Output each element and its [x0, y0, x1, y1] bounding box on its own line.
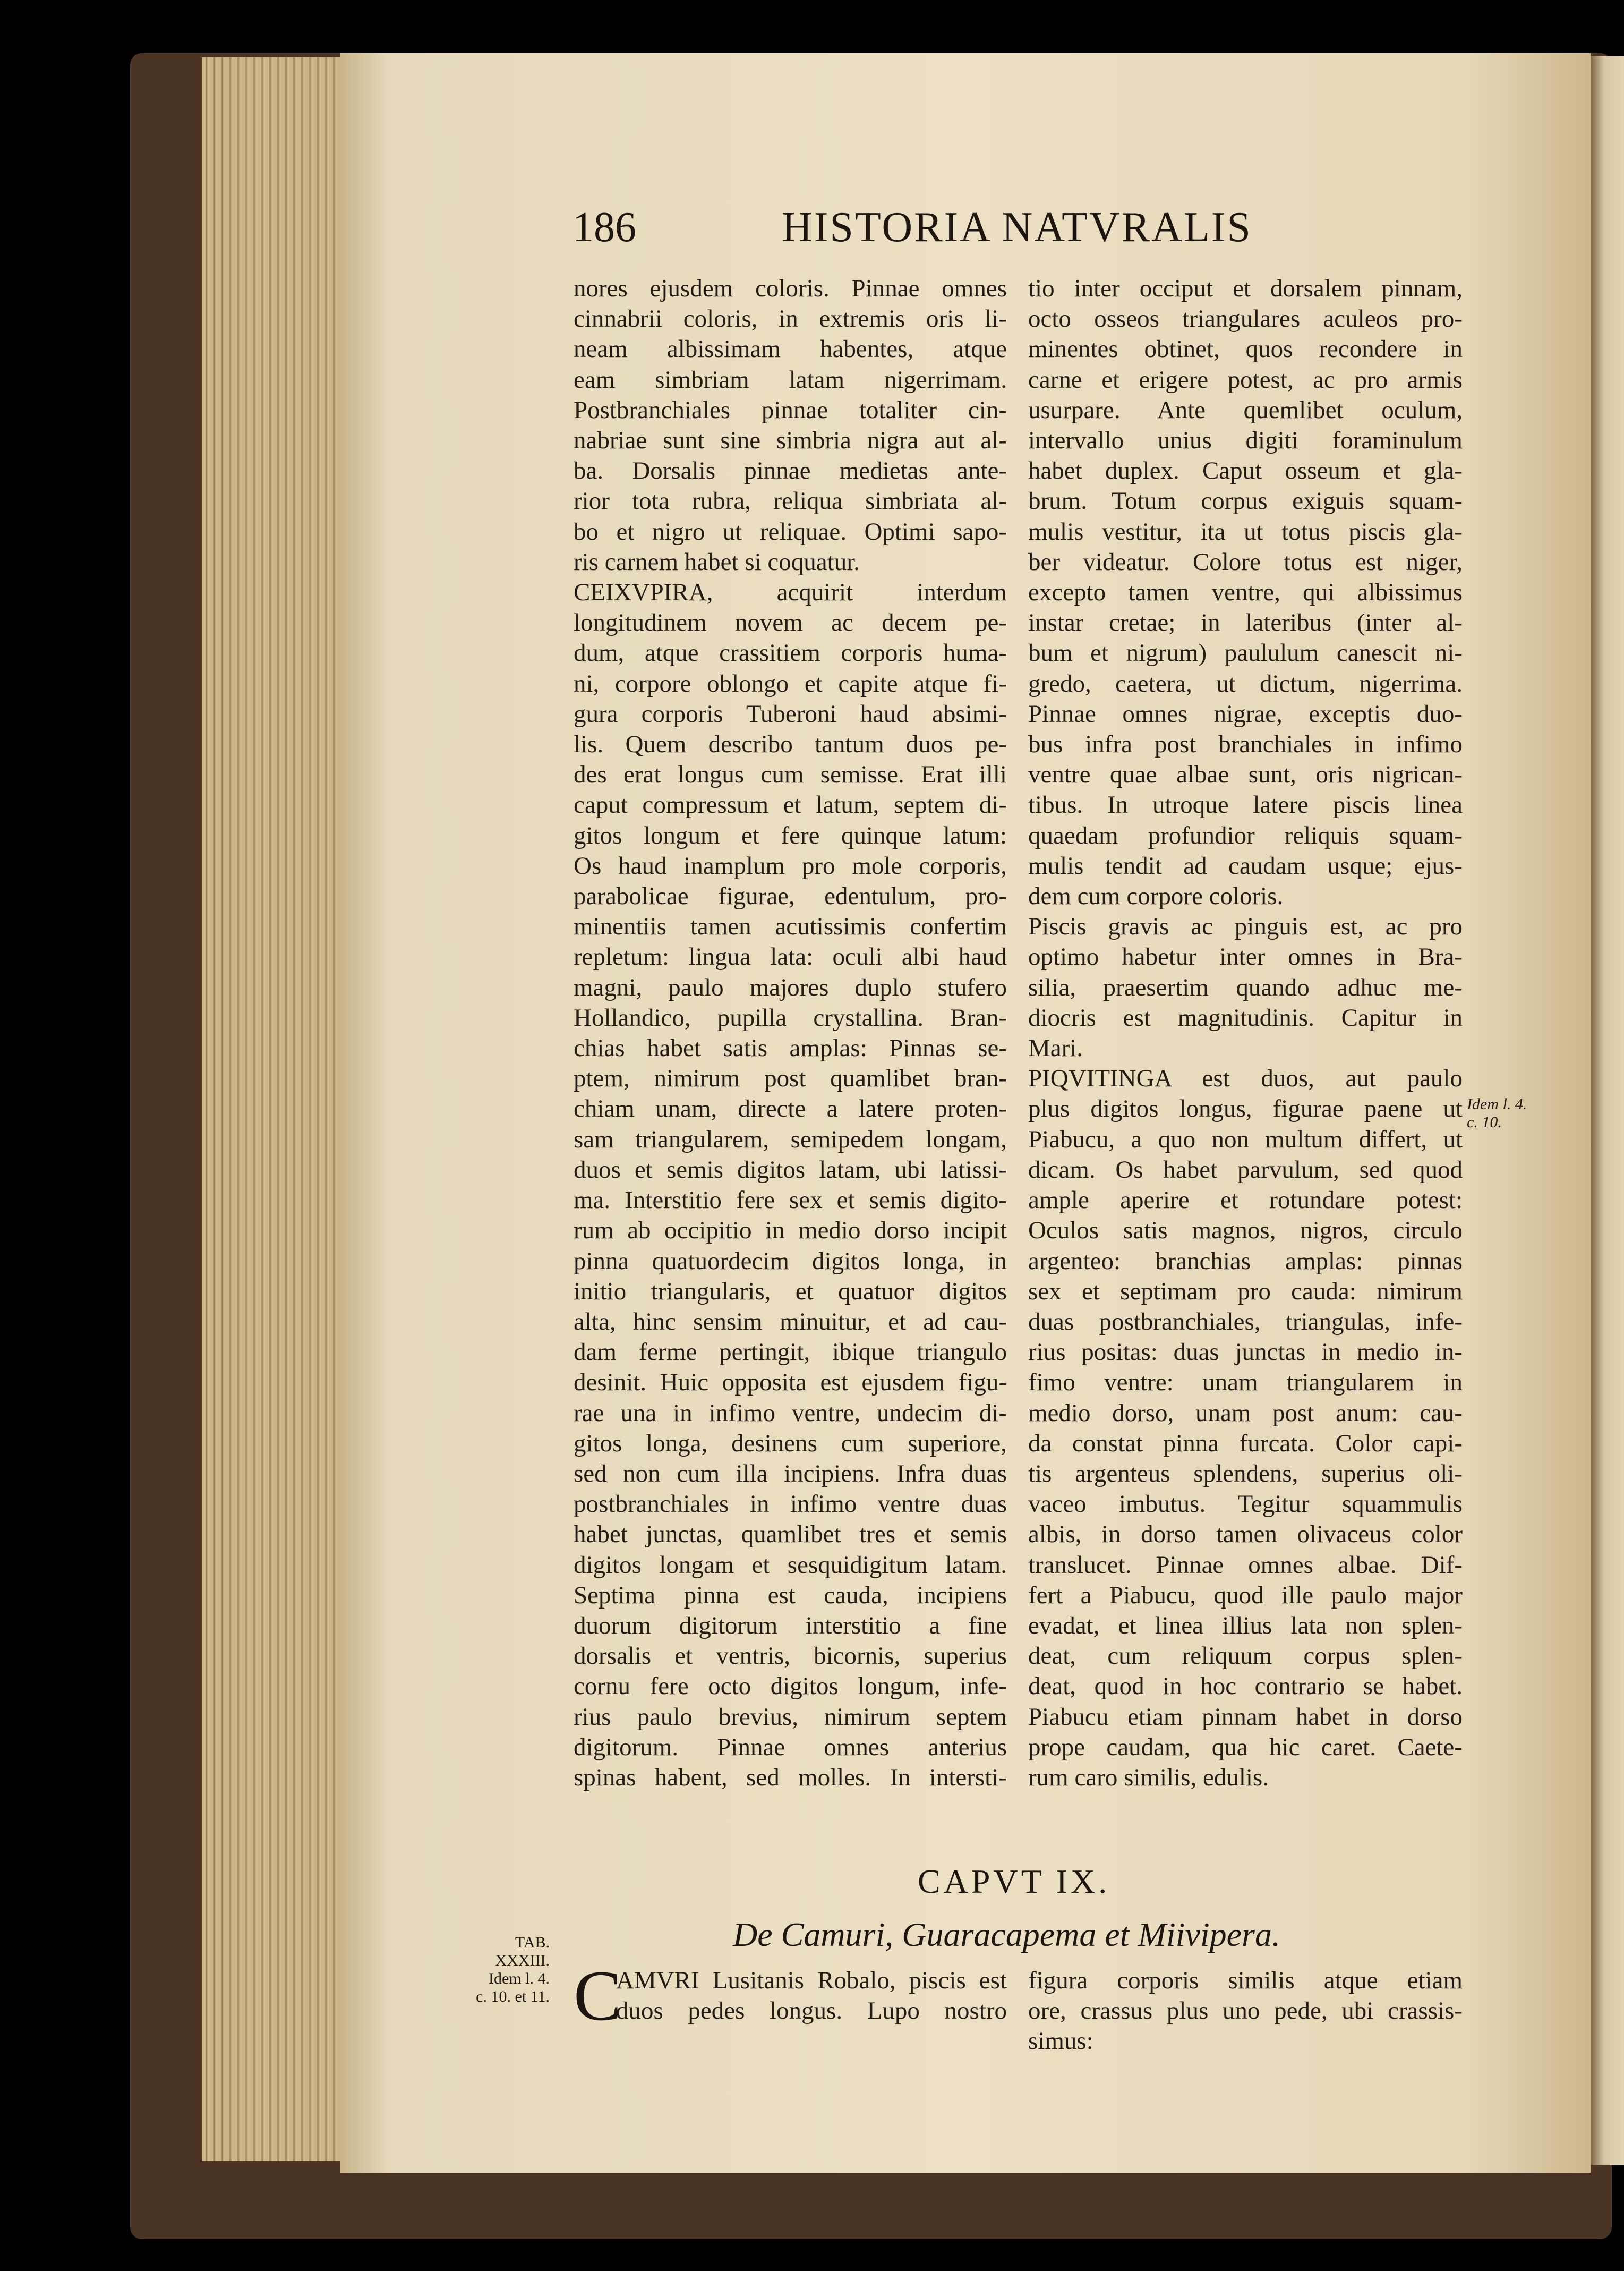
text-line: c. 10.	[1467, 1113, 1502, 1131]
text-line: gredo, caetera, ut dictum, nigerrima.	[1028, 669, 1463, 698]
text-line: rum ab occipitio in medio dorso incipit	[574, 1217, 1007, 1245]
running-title-text: HISTORIA NATVRALIS	[782, 204, 1252, 251]
text-line: spinas habent, sed molles. In intersti-	[574, 1763, 1007, 1791]
text-line: cornu fere octo digitos longum, infe-	[574, 1672, 1007, 1700]
chapter-text-right	[1028, 1966, 1463, 2057]
text-line: Mari.	[1028, 1034, 1083, 1062]
text-line: longitudinem novem ac decem pe-	[574, 609, 1007, 637]
text-line: nores ejusdem coloris. Pinnae omnes	[574, 275, 1007, 302]
margin-note-right	[1467, 1095, 1527, 1132]
text-line: tio inter occiput et dorsalem pinnam,	[1028, 275, 1463, 302]
text-line: dem cum corpore coloris.	[1028, 882, 1284, 911]
left-text-column	[574, 274, 1007, 1793]
text-line: sed non cum illa incipiens. Infra duas	[574, 1459, 1007, 1487]
text-line: bo et nigro ut reliquae. Optimi sapo-	[574, 517, 1007, 546]
chapter-text-left	[616, 1966, 1007, 2026]
text-line: habet junctas, quamlibet tres et semis	[574, 1520, 1007, 1549]
text-line: AMVRI Lusitanis Robalo, piscis est	[616, 1967, 1007, 1994]
text-line: eam simbriam latam nigerrimam.	[574, 365, 1007, 394]
text-line: Os haud inamplum pro mole corporis,	[574, 852, 1007, 880]
text-line: nabriae sunt sine simbria nigra aut al-	[574, 427, 1007, 455]
text-line: bum et nigrum) paululum canescit ni-	[1028, 639, 1463, 667]
text-line: dicam. Os habet parvulum, sed quod	[1028, 1155, 1463, 1184]
text-line: CEIXVPIRA, acquirit interdum	[574, 579, 1007, 607]
text-line: ris carnem habet si coquatur.	[574, 548, 860, 576]
text-line: ore, crassus plus uno pede, ubi crassis-	[1028, 1997, 1463, 2025]
text-line: ventre quae albae sunt, oris nigrican-	[1028, 761, 1463, 789]
text-line: duas postbranchiales, triangulas, infe-	[1028, 1307, 1463, 1336]
text-line: duos et semis digitos latam, ubi latissi-	[574, 1155, 1007, 1184]
running-title	[782, 206, 1252, 249]
text-line: ptem, nimirum post quamlibet bran-	[574, 1065, 1007, 1093]
text-line: quaedam profundior reliquis squam-	[1028, 821, 1463, 849]
text-line: pinna quatuordecim digitos longa, in	[574, 1247, 1007, 1275]
text-line: deat, quod in hoc contrario se habet.	[1028, 1672, 1463, 1700]
text-line: Idem l. 4.	[489, 1970, 550, 1987]
text-line: simus:	[1028, 2027, 1093, 2055]
text-line: Hollandico, pupilla crystallina. Bran-	[574, 1003, 1007, 1032]
text-line: duorum digitorum interstitio a fine	[574, 1611, 1007, 1639]
text-line: lis. Quem describo tantum duos pe-	[574, 730, 1007, 759]
text-line: minentes obtinet, quos recondere in	[1028, 335, 1463, 363]
text-line: prope caudam, qua hic caret. Caete-	[1028, 1733, 1463, 1761]
text-line: bus infra post branchiales in infimo	[1028, 730, 1463, 759]
text-line: rius positas: duas junctas in medio in-	[1028, 1338, 1463, 1366]
text-line: gitos longa, desinens cum superiore,	[574, 1429, 1007, 1457]
text-line: mulis tendit ad caudam usque; ejus-	[1028, 852, 1463, 880]
text-line: postbranchiales in infimo ventre duas	[574, 1490, 1007, 1518]
text-line: XXXIII.	[495, 1952, 550, 1969]
text-line: Oculos satis magnos, nigros, circulo	[1028, 1217, 1463, 1245]
text-line: da constat pinna furcata. Color capi-	[1028, 1429, 1463, 1457]
text-line: optimo habetur inter omnes in Bra-	[1028, 943, 1463, 971]
text-line: ample aperire et rotundare potest:	[1028, 1186, 1463, 1214]
text-line: caput compressum et latum, septem di-	[574, 791, 1007, 819]
text-line: minentiis tamen acutissimis confertim	[574, 913, 1007, 941]
text-line: rius paulo brevius, nimirum septem	[574, 1703, 1007, 1731]
text-line: ma. Interstitio fere sex et semis digito-	[574, 1186, 1007, 1214]
text-line: chiam unam, directe a latere proten-	[574, 1095, 1007, 1123]
text-line: octo osseos triangulares aculeos pro-	[1028, 305, 1463, 333]
text-line: rae una in infimo ventre, undecim di-	[574, 1399, 1007, 1427]
text-line: Piabucu, a quo non multum differt, ut	[1028, 1125, 1463, 1153]
chapter-heading: CAPVT IX.	[918, 1862, 1110, 1900]
text-line: ber videatur. Colore totus est niger,	[1028, 548, 1463, 576]
text-line: argenteo: branchias amplas: pinnas	[1028, 1247, 1463, 1275]
text-line: digitorum. Pinnae omnes anterius	[574, 1733, 1007, 1761]
text-line: mulis vestitur, ita ut totus piscis gla-	[1028, 517, 1463, 546]
text-line: gura corporis Tuberoni haud absimi-	[574, 700, 1007, 728]
text-line: initio triangularis, et quatuor digitos	[574, 1277, 1007, 1305]
text-line: magni, paulo majores duplo stufero	[574, 973, 1007, 1001]
text-line: sex et septimam pro cauda: nimirum	[1028, 1277, 1463, 1305]
text-line: medio dorso, unam post anum: cau-	[1028, 1399, 1463, 1427]
text-line: duos pedes longus. Lupo nostro	[616, 1997, 1007, 2025]
text-line: alta, hinc sensim minuitur, et ad cau-	[574, 1307, 1007, 1336]
text-line: Postbranchiales pinnae totaliter cin-	[574, 396, 1007, 424]
right-text-column	[1028, 274, 1463, 1793]
text-line: plus digitos longus, figurae paene ut	[1028, 1095, 1463, 1123]
text-line: habet duplex. Caput osseum et gla-	[1028, 457, 1463, 485]
text-line: dam ferme pertingit, ibique triangulo	[574, 1338, 1007, 1366]
text-line: c. 10. et 11.	[476, 1988, 550, 2005]
text-line: silia, praesertim quando adhuc me-	[1028, 973, 1463, 1001]
text-line: rum caro similis, edulis.	[1028, 1763, 1269, 1791]
text-line: digitos longam et sesquidigitum latam.	[574, 1551, 1007, 1579]
text-line: deat, cum reliquum corpus splen-	[1028, 1642, 1463, 1670]
text-line: tibus. In utroque latere piscis linea	[1028, 791, 1463, 819]
text-line: ni, corpore oblongo et capite atque fi-	[574, 669, 1007, 698]
text-line: Septima pinna est cauda, incipiens	[574, 1581, 1007, 1609]
drop-cap: C	[574, 1957, 622, 2036]
text-line: brum. Totum corpus exiguis squam-	[1028, 487, 1463, 515]
text-line: dorsalis et ventris, bicornis, superius	[574, 1642, 1007, 1670]
text-line: cinnabrii coloris, in extremis oris li-	[574, 305, 1007, 333]
text-line: ba. Dorsalis pinnae medietas ante-	[574, 457, 1007, 485]
text-line: sam triangularem, semipedem longam,	[574, 1125, 1007, 1153]
text-line: tis argenteus splendens, superius oli-	[1028, 1459, 1463, 1487]
text-line: Piscis gravis ac pinguis est, ac pro	[1028, 913, 1463, 941]
text-line: Piabucu etiam pinnam habet in dorso	[1028, 1703, 1463, 1731]
text-line: carne et erigere potest, ac pro armis	[1028, 365, 1463, 394]
text-line: Idem l. 4.	[1467, 1095, 1527, 1113]
text-line: diocris est magnitudinis. Capitur in	[1028, 1003, 1463, 1032]
text-line: neam albissimam habentes, atque	[574, 335, 1007, 363]
text-line: PIQVITINGA est duos, aut paulo	[1028, 1065, 1463, 1093]
text-line: figura corporis similis atque etiam	[1028, 1967, 1463, 1994]
chapter-subtitle: De Camuri, Guaracapema et Miivipera.	[733, 1916, 1280, 1953]
text-line: evadat, et linea illius lata non splen-	[1028, 1611, 1463, 1639]
text-line: intervallo unius digiti foraminulum	[1028, 427, 1463, 455]
text-line: chias habet satis amplas: Pinnas se-	[574, 1034, 1007, 1062]
facing-page-edge	[1591, 56, 1624, 2165]
text-line: parabolicae figurae, edentulum, pro-	[574, 882, 1007, 911]
text-line: vaceo imbutus. Tegitur squammulis	[1028, 1490, 1463, 1518]
margin-note-left	[435, 1934, 550, 2006]
text-line: rior tota rubra, reliqua simbriata al-	[574, 487, 1007, 515]
page-edges	[202, 57, 348, 2161]
text-line: excepto tamen ventre, qui albissimus	[1028, 579, 1463, 607]
text-line: fert a Piabucu, quod ille paulo major	[1028, 1581, 1463, 1609]
text-line: gitos longum et fere quinque latum:	[574, 821, 1007, 849]
text-line: translucet. Pinnae omnes albae. Dif-	[1028, 1551, 1463, 1579]
text-line: usurpare. Ante quemlibet oculum,	[1028, 396, 1463, 424]
text-line: Pinnae omnes nigrae, exceptis duo-	[1028, 700, 1463, 728]
text-line: albis, in dorso tamen olivaceus color	[1028, 1520, 1463, 1549]
text-line: dum, atque crassitiem corporis huma-	[574, 639, 1007, 667]
text-line: des erat longus cum semisse. Erat illi	[574, 761, 1007, 789]
text-line: instar cretae; in lateribus (inter al-	[1028, 609, 1463, 637]
text-line: TAB.	[515, 1934, 550, 1951]
page-number: 186	[572, 204, 636, 251]
text-line: repletum: lingua lata: oculi albi haud	[574, 943, 1007, 971]
text-line: fimo ventre: unam triangularem in	[1028, 1368, 1463, 1397]
text-line: desinit. Huic opposita est ejusdem figu-	[574, 1368, 1007, 1397]
